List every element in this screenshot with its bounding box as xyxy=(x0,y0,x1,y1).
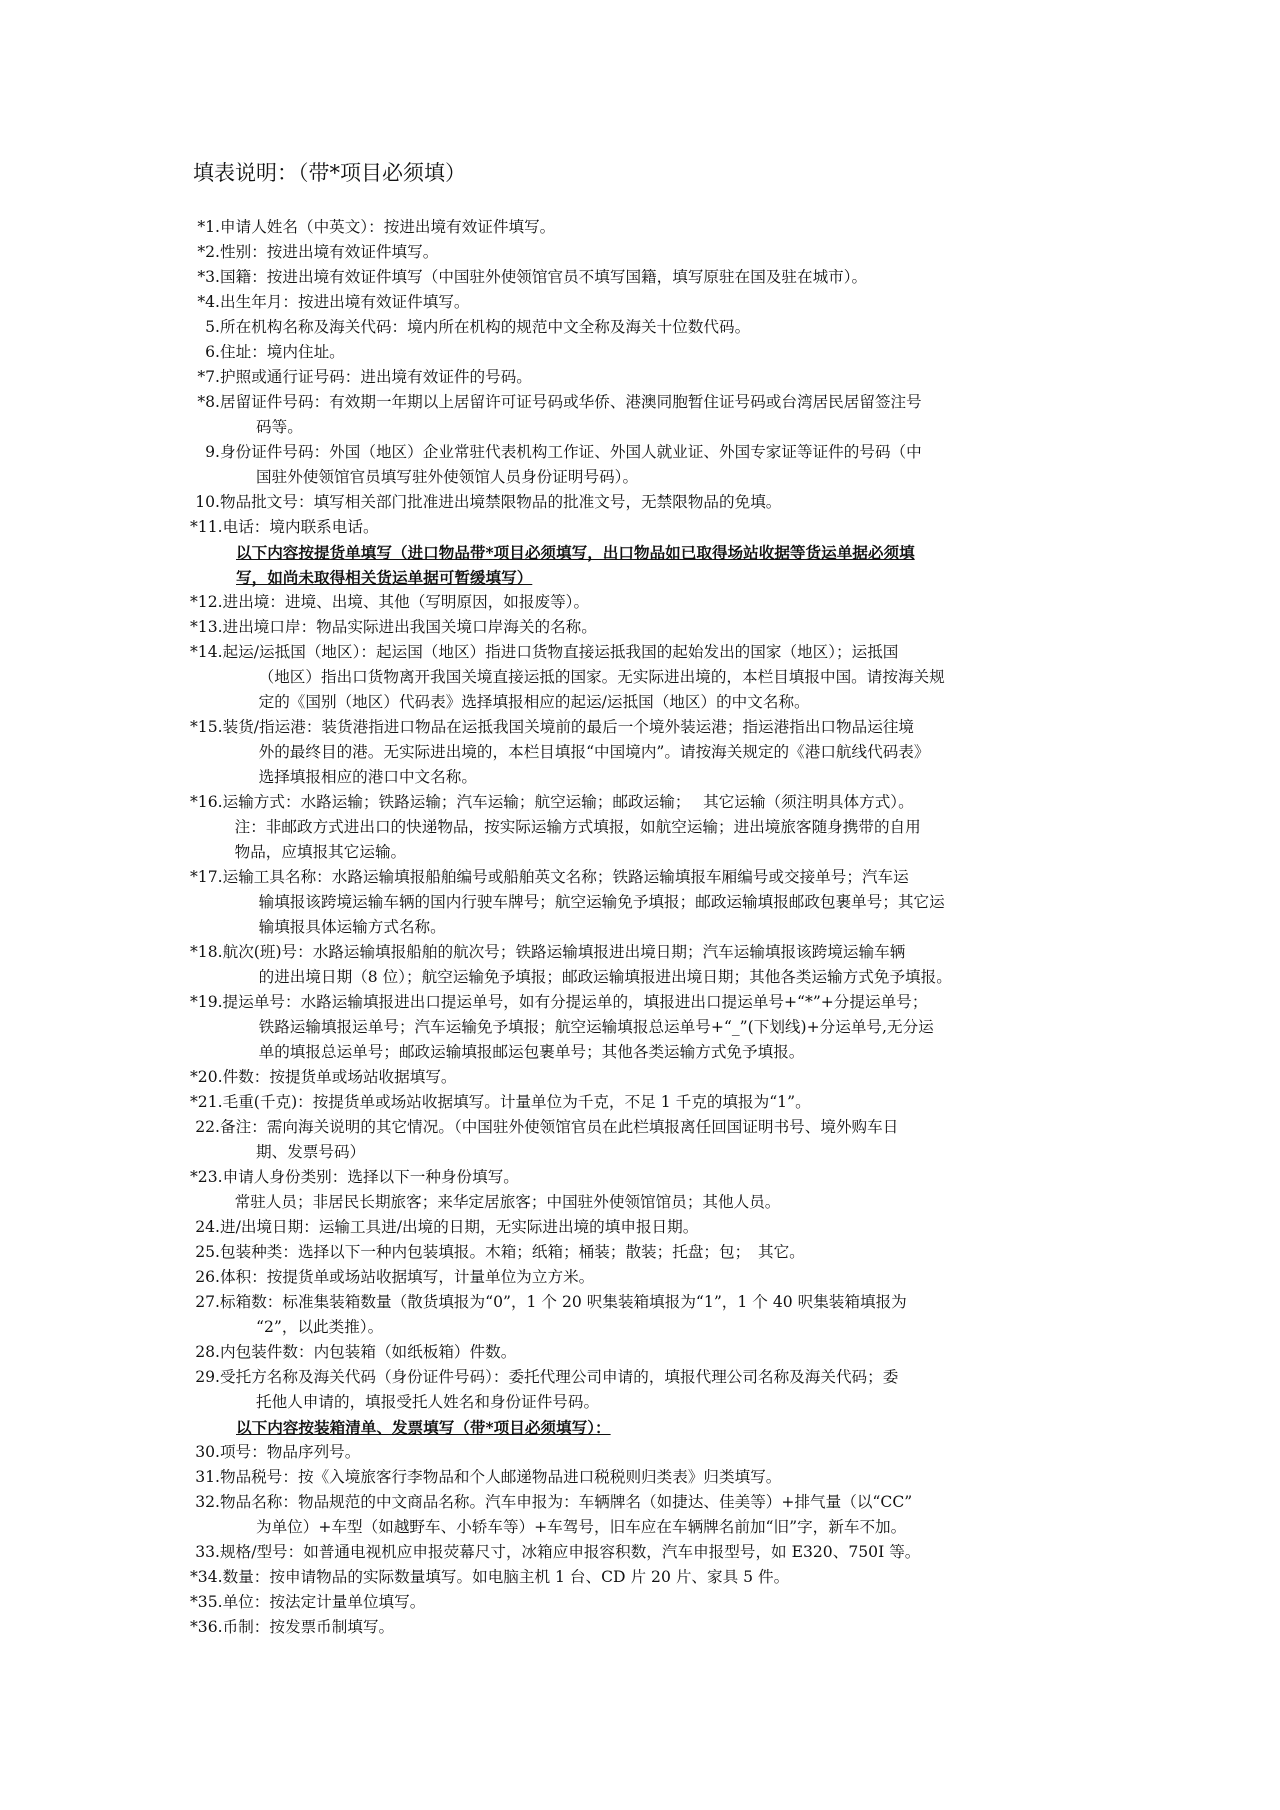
item-text-line: 电话：境内联系电话。 xyxy=(222,518,379,536)
item-text xyxy=(220,1115,1100,1165)
item-text-line: 的进出境日期（8 位）；航空运输免予填报；邮政运输填报进出境日期；其他各类运输方式免予填报。 xyxy=(258,968,952,986)
item-text-line: 定的《国别（地区）代码表》选择填报相应的起运/运抵国（地区）的中文名称。 xyxy=(258,693,810,711)
item-text-line: 出生年月：按进出境有效证件填写。 xyxy=(220,293,470,311)
item-text xyxy=(220,1290,1100,1340)
item-number: *14. xyxy=(190,643,223,661)
instruction-item xyxy=(190,340,1100,365)
item-text xyxy=(220,1490,1100,1540)
item-number: 26. xyxy=(195,1268,220,1286)
item-text xyxy=(223,1065,1100,1090)
instruction-item xyxy=(190,640,1100,715)
item-text-line: 运输工具名称：水路运输填报船舶编号或船舶英文名称；铁路运输填报车厢编号或交接单号；汽车运 xyxy=(222,868,909,886)
item-text-line: 航次(班)号：水路运输填报船舶的航次号；铁路运输填报进出境日期；汽车运输填报该跨境运输车辆 xyxy=(222,943,906,961)
item-text-line: 装货/指运港：装货港指进口物品在运抵我国关境前的最后一个境外装运港；指运港指出口物品运往境 xyxy=(222,718,914,736)
item-text xyxy=(223,940,1100,990)
item-number: 6. xyxy=(205,343,220,361)
instruction-item xyxy=(190,365,1100,390)
item-number: *1. xyxy=(197,218,220,236)
page-title: 填表说明：（带*项目必须填） xyxy=(193,161,466,185)
item-text xyxy=(223,1590,1100,1615)
item-number: *12. xyxy=(190,593,223,611)
item-text xyxy=(220,265,1100,290)
item-text-line: 托他人申请的，填报受托人姓名和身份证件号码。 xyxy=(256,1393,600,1411)
item-text xyxy=(223,1565,1100,1590)
item-text xyxy=(220,1215,1100,1240)
item-text xyxy=(220,1340,1100,1365)
item-text-line: 规格/型号：如普通电视机应申报荧幕尺寸，冰箱应申报容积数，汽车申报型号，如 E320、750I 等。 xyxy=(220,1543,921,1561)
item-number: *2. xyxy=(197,243,220,261)
item-number: 31. xyxy=(195,1468,220,1486)
item-text-line: 物品税号：按《入境旅客行李物品和个人邮递物品进口税税则归类表》归类填写。 xyxy=(220,1468,782,1486)
item-text-line: 提运单号：水路运输填报进出口提运单号，如有分提运单的，填报进出口提运单号+“*”+分提运单号； xyxy=(222,993,928,1011)
item-text-line: 内包装件数：内包装箱（如纸板箱）件数。 xyxy=(220,1343,517,1361)
instruction-item xyxy=(190,715,1100,790)
item-text-line: 选择填报相应的港口中文名称。 xyxy=(258,768,477,786)
item-text-line: 备注：需向海关说明的其它情况。（中国驻外使领馆官员在此栏填报离任回国证明书号、境外购车日 xyxy=(220,1118,899,1136)
item-text xyxy=(220,490,1100,515)
instruction-list xyxy=(190,215,1100,1640)
item-text-line: 起运/运抵国（地区）：起运国（地区）指进口货物直接运抵我国的起始发出的国家（地区）；运抵国 xyxy=(222,643,899,661)
item-note-line: 注：非邮政方式进出口的快递物品，按实际运输方式填报，如航空运输；进出境旅客随身携带的自用 xyxy=(234,818,921,836)
section-heading xyxy=(190,540,1100,590)
item-number: *17. xyxy=(190,868,223,886)
item-text-line: 身份证件号码：外国（地区）企业常驻代表机构工作证、外国人就业证、外国专家证等证件的号码（中 xyxy=(220,443,922,461)
item-text xyxy=(223,640,1100,715)
item-text xyxy=(220,390,1100,440)
item-text-line: 项号：物品序列号。 xyxy=(220,1443,361,1461)
item-text xyxy=(220,1240,1100,1265)
item-note-line: 物品，应填报其它运输。 xyxy=(234,843,407,861)
item-text-line: （地区）指出口货物离开我国关境直接运抵的国家。无实际进出境的，本栏目填报中国。请按海关规 xyxy=(258,668,945,686)
item-number: *36. xyxy=(190,1618,223,1636)
item-text xyxy=(220,1265,1100,1290)
instruction-item xyxy=(190,265,1100,290)
instruction-item xyxy=(190,1490,1100,1540)
instruction-item xyxy=(190,1440,1100,1465)
item-number: 28. xyxy=(195,1343,220,1361)
item-text-line: 受托方名称及海关代码（身份证件号码）：委托代理公司申请的，填报代理公司名称及海关代码；委 xyxy=(220,1368,899,1386)
item-number: 24. xyxy=(195,1218,220,1236)
item-number: 10. xyxy=(195,493,220,511)
item-number: *3. xyxy=(197,268,220,286)
instruction-item xyxy=(190,215,1100,240)
item-text xyxy=(220,1365,1100,1415)
instruction-item xyxy=(190,1240,1100,1265)
item-number: *15. xyxy=(190,718,223,736)
instruction-item xyxy=(190,1340,1100,1365)
item-text-line: 进出境：进境、出境、其他（写明原因，如报废等）。 xyxy=(222,593,590,611)
item-text xyxy=(223,865,1100,940)
item-text-line: 毛重(千克)：按提货单或场站收据填写。计量单位为千克，不足 1 千克的填报为“1”。 xyxy=(222,1093,811,1111)
instruction-item xyxy=(190,1115,1100,1165)
instruction-item xyxy=(190,790,1100,865)
item-text-line: 住址：境内住址。 xyxy=(220,343,345,361)
instruction-item xyxy=(190,590,1100,615)
instruction-item xyxy=(190,940,1100,990)
item-text xyxy=(223,1165,1100,1215)
item-text xyxy=(223,590,1100,615)
instruction-item xyxy=(190,1215,1100,1240)
item-text xyxy=(220,1540,1100,1565)
item-text-line: 包装种类：选择以下一种内包装填报。木箱；纸箱；桶装；散装；托盘；包； 其它。 xyxy=(220,1243,805,1261)
item-text xyxy=(223,615,1100,640)
item-text xyxy=(220,1440,1100,1465)
item-text-line: 进出境口岸：物品实际进出我国关境口岸海关的名称。 xyxy=(222,618,597,636)
item-text-line: 国籍：按进出境有效证件填写（中国驻外使领馆官员不填写国籍，填写原驻在国及驻在城市）。 xyxy=(220,268,868,286)
instruction-item xyxy=(190,240,1100,265)
instruction-item xyxy=(190,1365,1100,1415)
item-text xyxy=(220,240,1100,265)
item-text-line: 体积：按提货单或场站收据填写，计量单位为立方米。 xyxy=(220,1268,595,1286)
item-text xyxy=(220,290,1100,315)
instruction-item xyxy=(190,865,1100,940)
item-text-line: 申请人姓名（中英文）：按进出境有效证件填写。 xyxy=(220,218,556,236)
item-text-line: 所在机构名称及海关代码：境内所在机构的规范中文全称及海关十位数代码。 xyxy=(220,318,751,336)
item-number: *11. xyxy=(190,518,223,536)
item-text-line: 国驻外使领馆官员填写驻外使领馆人员身份证明号码）。 xyxy=(256,468,639,486)
instruction-item xyxy=(190,390,1100,440)
item-number: *4. xyxy=(197,293,220,311)
instruction-item xyxy=(190,490,1100,515)
item-note-line: 常驻人员；非居民长期旅客；来华定居旅客；中国驻外使领馆馆员；其他人员。 xyxy=(234,1193,781,1211)
item-number: *21. xyxy=(190,1093,223,1111)
instruction-item xyxy=(190,1165,1100,1215)
section-heading-line: 以下内容按提货单填写（进口物品带*项目必须填写，出口物品如已取得场站收据等货运单据必须填 xyxy=(236,543,915,562)
item-text xyxy=(223,1615,1100,1640)
instruction-item xyxy=(190,990,1100,1065)
item-text-line: 铁路运输填报运单号；汽车运输免予填报；航空运输填报总运单号+“_”(下划线)+分运单号,无分运 xyxy=(258,1018,934,1036)
instruction-item xyxy=(190,515,1100,540)
item-text-line: “2”，以此类推）。 xyxy=(256,1318,384,1336)
item-text-line: 单的填报总运单号；邮政运输填报邮运包裹单号；其他各类运输方式免予填报。 xyxy=(258,1043,805,1061)
item-text-line: 输填报该跨境运输车辆的国内行驶车牌号；航空运输免予填报；邮政运输填报邮政包裹单号；其它运 xyxy=(258,893,945,911)
instruction-item xyxy=(190,1615,1100,1640)
item-text xyxy=(220,1465,1100,1490)
item-number: *8. xyxy=(197,393,220,411)
section-heading-line: 写，如尚未取得相关货运单据可暂缓填写） xyxy=(236,568,533,587)
item-text xyxy=(223,715,1100,790)
instruction-item xyxy=(190,1590,1100,1615)
instruction-item xyxy=(190,440,1100,490)
item-number: 25. xyxy=(195,1243,220,1261)
item-number: *34. xyxy=(190,1568,223,1586)
section-heading xyxy=(190,1415,1100,1440)
item-text-line: 期、发票号码） xyxy=(256,1143,366,1161)
item-text-line: 码等。 xyxy=(256,418,303,436)
item-text xyxy=(223,1090,1100,1115)
instruction-item xyxy=(190,1465,1100,1490)
item-text xyxy=(220,315,1100,340)
item-number: *20. xyxy=(190,1068,223,1086)
item-text-line: 物品名称：物品规范的中文商品名称。汽车申报为：车辆牌名（如捷达、佳美等）+排气量（以“CC” xyxy=(220,1493,913,1511)
item-text-line: 护照或通行证号码：进出境有效证件的号码。 xyxy=(220,368,532,386)
instruction-item xyxy=(190,1090,1100,1115)
item-text-line: 申请人身份类别：选择以下一种身份填写。 xyxy=(222,1168,519,1186)
instruction-item xyxy=(190,1065,1100,1090)
item-text-line: 输填报具体运输方式名称。 xyxy=(258,918,446,936)
item-number: *13. xyxy=(190,618,223,636)
item-number: 32. xyxy=(195,1493,220,1511)
item-number: 29. xyxy=(195,1368,220,1386)
item-text-line: 性别：按进出境有效证件填写。 xyxy=(220,243,439,261)
item-text xyxy=(223,990,1100,1065)
item-text-line: 进/出境日期：运输工具进/出境的日期，无实际进出境的填申报日期。 xyxy=(220,1218,699,1236)
item-text xyxy=(220,215,1100,240)
item-number: *16. xyxy=(190,793,223,811)
item-number: 33. xyxy=(195,1543,220,1561)
item-number: 27. xyxy=(195,1293,220,1311)
item-text-line: 运输方式：水路运输；铁路运输；汽车运输；航空运输；邮政运输； 其它运输（须注明具体方式）。 xyxy=(222,793,914,811)
instruction-item xyxy=(190,1540,1100,1565)
item-text-line: 数量：按申请物品的实际数量填写。如电脑主机 1 台、CD 片 20 片、家具 5 件。 xyxy=(222,1568,790,1586)
item-number: *23. xyxy=(190,1168,223,1186)
item-text xyxy=(220,340,1100,365)
item-number: 9. xyxy=(205,443,220,461)
item-number: *19. xyxy=(190,993,223,1011)
item-text-line: 外的最终目的港。无实际进出境的，本栏目填报“中国境内”。请按海关规定的《港口航线代码表》 xyxy=(258,743,930,761)
item-text xyxy=(223,515,1100,540)
item-text-line: 物品批文号：填写相关部门批准进出境禁限物品的批准文号，无禁限物品的免填。 xyxy=(220,493,782,511)
instruction-item xyxy=(190,1290,1100,1340)
instruction-item xyxy=(190,1565,1100,1590)
item-text xyxy=(220,440,1100,490)
item-number: 5. xyxy=(205,318,220,336)
instruction-item xyxy=(190,1265,1100,1290)
item-text-line: 件数：按提货单或场站收据填写。 xyxy=(222,1068,457,1086)
instruction-item xyxy=(190,615,1100,640)
item-text-line: 币制：按发票币制填写。 xyxy=(222,1618,395,1636)
instruction-item xyxy=(190,290,1100,315)
item-text xyxy=(223,790,1100,865)
item-text-line: 居留证件号码：有效期一年期以上居留许可证号码或华侨、港澳同胞暂住证号码或台湾居民居留签注号 xyxy=(220,393,922,411)
instruction-item xyxy=(190,315,1100,340)
item-number: 22. xyxy=(195,1118,220,1136)
section-heading-line: 以下内容按装箱清单、发票填写（带*项目必须填写）： xyxy=(236,1418,611,1437)
item-number: 30. xyxy=(195,1443,220,1461)
item-text xyxy=(220,365,1100,390)
item-number: *35. xyxy=(190,1593,223,1611)
item-number: *18. xyxy=(190,943,223,961)
item-text-line: 单位：按法定计量单位填写。 xyxy=(222,1593,426,1611)
item-text-line: 标箱数：标准集装箱数量（散货填报为“0”，1 个 20 呎集装箱填报为“1”，1 个 40 呎集装箱填报为 xyxy=(220,1293,907,1311)
item-text-line: 为单位）+车型（如越野车、小轿车等）+车驾号，旧车应在车辆牌名前加“旧”字，新车不加。 xyxy=(256,1518,907,1536)
item-number: *7. xyxy=(197,368,220,386)
